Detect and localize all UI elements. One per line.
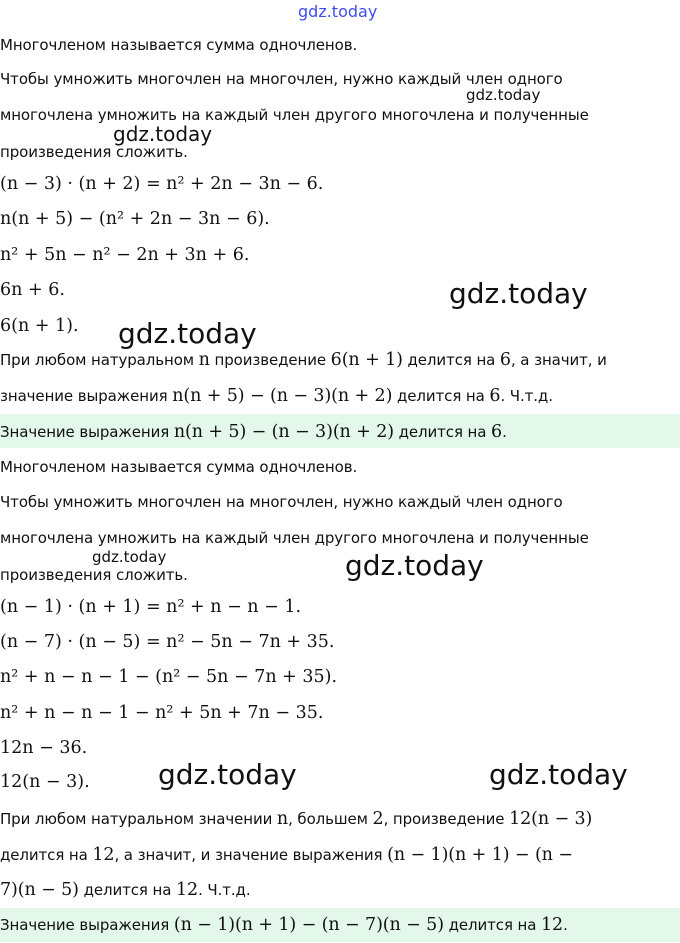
conclusion-1-text-b: произведение	[209, 351, 331, 369]
conclusion-2-text-e: , а значит, и значение выражения	[114, 846, 388, 864]
conclusion-1-six: 6	[499, 350, 511, 370]
conclusion-2-text-f: делится на	[78, 881, 176, 899]
conclusion-1-text-e: значение выражения	[0, 387, 173, 405]
conclusion-2-var-n: n	[276, 809, 289, 829]
rule-line-1-3: произведения сложить.	[0, 143, 188, 161]
equation-1-3: n² + 5n − n² − 2n + 3n + 6.	[0, 245, 250, 265]
answer-2-text-c: .	[563, 916, 568, 934]
watermark-4: gdz.today	[118, 317, 257, 350]
watermark-5: gdz.today	[92, 548, 167, 566]
conclusion-2-product: 12(n − 3)	[509, 809, 593, 829]
rule-line-1-1: Чтобы умножить многочлен на многочлен, нужно каждый член одного	[0, 70, 563, 88]
equation-1-5: 6(n + 1).	[0, 316, 79, 336]
watermark-7: gdz.today	[158, 758, 297, 791]
conclusion-2-text-d: делится на	[0, 846, 93, 864]
conclusion-2-line-3	[0, 880, 251, 900]
equation-2-4: n² + n − n − 1 − n² + 5n + 7n − 35.	[0, 703, 324, 723]
conclusion-2-twelve-2: 12	[175, 880, 199, 900]
definition-text-1: Многочленом называется сумма одночленов.	[0, 36, 358, 54]
conclusion-2-text-c: , произведение	[383, 810, 510, 828]
conclusion-2-line-2	[0, 845, 573, 865]
conclusion-1-line-2	[0, 386, 553, 406]
conclusion-1-text-c: делится на	[402, 351, 500, 369]
rule-line-2-1: Чтобы умножить многочлен на многочлен, нужно каждый член одного	[0, 493, 563, 511]
conclusion-2-twelve: 12	[92, 845, 115, 865]
answer-1-text-b: делится на	[393, 423, 492, 441]
watermark-3: gdz.today	[449, 277, 588, 310]
answer-1-expression: n(n + 5) − (n − 3)(n + 2)	[173, 422, 394, 442]
conclusion-1-expression: n(n + 5) − (n − 3)(n + 2)	[172, 386, 393, 406]
equation-1-1: (n − 3) · (n + 2) = n² + 2n − 3n − 6.	[0, 174, 324, 194]
equation-2-3: n² + n − n − 1 − (n² − 5n − 7n + 35).	[0, 667, 338, 687]
answer-2-text-b: делится на	[443, 916, 542, 934]
conclusion-1-text-g: . Ч.т.д.	[500, 387, 553, 405]
conclusion-1-text-d: , а значит, и	[510, 351, 607, 369]
conclusion-2-line-1	[0, 809, 592, 829]
conclusion-2-two: 2	[372, 809, 384, 829]
conclusion-1-text-f: делится на	[392, 387, 490, 405]
watermark-1: gdz.today	[466, 86, 541, 104]
equation-2-2: (n − 7) · (n − 5) = n² − 5n − 7n + 35.	[0, 632, 335, 652]
watermark-6: gdz.today	[345, 549, 484, 582]
conclusion-1-product: 6(n + 1)	[330, 350, 403, 370]
watermark-8: gdz.today	[489, 758, 628, 791]
conclusion-2-text-b: , большем	[288, 810, 373, 828]
equation-2-1: (n − 1) · (n + 1) = n² + n − n − 1.	[0, 597, 302, 617]
watermark-top: gdz.today	[298, 2, 378, 21]
conclusion-1-line-1	[0, 350, 607, 370]
equation-1-4: 6n + 6.	[0, 280, 65, 300]
conclusion-2-expression-b: 7)(n − 5)	[0, 880, 79, 900]
rule-line-2-3: произведения сложить.	[0, 566, 188, 584]
conclusion-2-text-a: При любом натуральном значении	[0, 810, 277, 828]
answer-2-expression: (n − 1)(n + 1) − (n − 7)(n − 5)	[173, 915, 444, 935]
definition-text-2: Многочленом называется сумма одночленов.	[0, 458, 358, 476]
conclusion-1-text-a: При любом натуральном	[0, 351, 199, 369]
answer-1	[0, 422, 507, 442]
rule-line-1-2: многочлена умножить на каждый член другого многочлена и полученные	[0, 106, 589, 124]
equation-2-5: 12n − 36.	[0, 738, 88, 758]
rule-line-2-2: многочлена умножить на каждый член другого многочлена и полученные	[0, 529, 589, 547]
answer-2-twelve: 12	[541, 915, 564, 935]
conclusion-1-var-n: n	[198, 350, 210, 370]
answer-1-text-c: .	[502, 423, 507, 441]
equation-2-6: 12(n − 3).	[0, 772, 90, 792]
equation-1-2: n(n + 5) − (n² + 2n − 3n − 6).	[0, 209, 270, 229]
answer-1-six: 6	[491, 422, 503, 442]
answer-1-text-a: Значение выражения	[0, 423, 174, 441]
conclusion-1-six-2: 6	[489, 386, 501, 406]
watermark-2: gdz.today	[113, 122, 213, 146]
conclusion-2-text-g: . Ч.т.д.	[198, 881, 251, 899]
answer-2	[0, 915, 568, 935]
answer-2-text-a: Значение выражения	[0, 916, 174, 934]
conclusion-2-expression-a: (n − 1)(n + 1) − (n −	[387, 845, 573, 865]
